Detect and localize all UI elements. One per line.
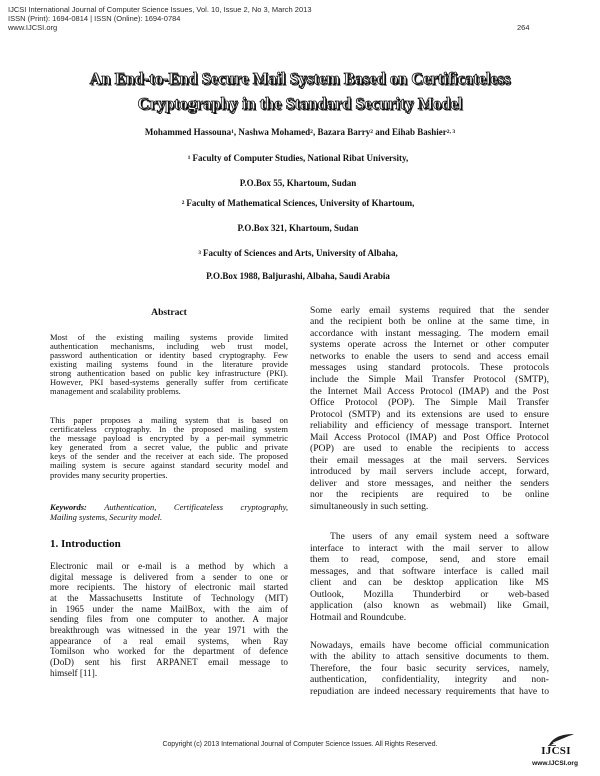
affiliation-2 <box>0 198 596 210</box>
author-affiliation-mark: 2 <box>370 128 373 135</box>
author-affiliation-mark: 2 <box>310 128 313 135</box>
text-line: This paper proposes a mailing system that is based on <box>50 415 288 425</box>
copyright-notice: Copyright (c) 2013 International Journal of Computer Science Issues. All Rights Reserved. <box>162 741 438 748</box>
paper-title <box>0 66 600 116</box>
text-line: in 1965 under the name MailBox, with the aim of <box>50 603 288 614</box>
text-line: Tomilson who worked for the department of defence <box>50 646 288 657</box>
text-line: deliver and store messages, and neither the senders <box>310 477 549 489</box>
affiliation-number: 2 <box>181 199 185 206</box>
author-separator: , <box>312 127 318 137</box>
text-line: accordance with instant messaging. The modern email <box>310 327 549 339</box>
journal-logo-website: www.IJCSI.org <box>532 760 578 767</box>
page-number: 264 <box>517 23 530 32</box>
text-line: digital message is delivered from a sender to one or <box>50 571 288 582</box>
text-line: reliability and efficiency of message transport. Internet <box>310 420 549 432</box>
text-line: breakthrough was witnessed in the year 1971 with the <box>50 624 288 635</box>
keywords-label: Keywords: <box>50 502 87 512</box>
section-heading-introduction: 1. Introduction <box>50 538 121 550</box>
affiliation-3-address: P.O.Box 1988, Baljurashi, Albaha, Saudi Arabia <box>206 271 390 281</box>
affiliation-name: Faculty of Mathematical Sciences, University of Khartoum, <box>186 198 415 208</box>
affiliation-2-address: P.O.Box 321, Khartoum, Sudan <box>237 223 359 233</box>
text-line: password authentication or identity based cryptography. Few <box>50 349 288 360</box>
text-line: introduced by mail servers include accept, forward, <box>310 466 549 478</box>
text-line: their email messages at the mail servers. Services <box>310 454 549 466</box>
text-line: Hotmail and Roundcube. <box>310 612 407 624</box>
text-line: them to read, compose, send, and store email <box>310 554 549 566</box>
introduction-paragraph-1 <box>50 561 288 678</box>
text-line: repudiation are indeed necessary requirements that have to <box>310 685 549 697</box>
text-line: mailing system is secure against standard security model and <box>50 460 288 471</box>
running-header <box>8 5 312 32</box>
abstract-heading: Abstract <box>151 307 187 318</box>
abstract-paragraph-1 <box>50 333 288 397</box>
keywords-text: Authentication, Certificateless cryptography, <box>86 502 288 512</box>
affiliation-1 <box>0 153 596 165</box>
text-line: Electronic mail or e-mail is a method by which a <box>50 561 288 571</box>
text-line: management and scalability problems. <box>50 386 181 397</box>
text-line: with the ability to attach sensitive documents to them. <box>310 651 549 663</box>
text-line: existing mailing systems found in the literature provide <box>50 358 288 369</box>
text-line: strong authentication based on public key infrastructure (PKI). <box>50 367 288 378</box>
journal-info: IJCSI International Journal of Computer Science Issues, Vol. 10, Issue 2, No 3, March 2013 <box>8 5 312 14</box>
affiliation-3 <box>0 248 596 260</box>
abstract-paragraph-2 <box>50 416 288 480</box>
affiliation-name: Faculty of Computer Studies, National Ribat University, <box>192 153 409 163</box>
author-separator: and <box>373 127 393 137</box>
text-line: at the Massachusetts Institute of Technology (MIT) <box>50 592 288 603</box>
issn-info: ISSN (Print): 1694-0814 | ISSN (Online): 1694-0784 <box>8 14 181 23</box>
text-line: messages using standard protocols. These protocols <box>310 362 549 374</box>
text-line: and the recipient both be online at the same time, in <box>310 316 549 328</box>
text-line: authentication, confidentiality, integrity and non- <box>310 674 549 686</box>
author-name: Bazara Barry <box>317 127 371 137</box>
text-line: certificateless cryptography. In the proposed mailing system <box>50 424 288 435</box>
introduction-paragraph-2 <box>310 305 549 513</box>
text-line: more recipients. The history of electronic mail started <box>50 582 288 593</box>
text-line: messages, and that software interface is called mail <box>310 565 549 577</box>
affiliation-number: 3 <box>198 249 202 256</box>
text-line: Mail Access Protocol (IMAP) and Post Office Protocol <box>310 431 549 443</box>
affiliation-1-address: P.O.Box 55, Khartoum, Sudan <box>239 178 357 188</box>
author-list <box>0 127 600 139</box>
author-name: Mohammed Hassouna <box>144 127 232 137</box>
introduction-paragraph-3 <box>310 531 549 623</box>
affiliation-name: Faculty of Sciences and Arts, University of Albaha, <box>203 248 398 258</box>
text-line: interface to interact with the mail server to allow <box>310 542 549 554</box>
text-line: Protocol (SMTP) and its extensions are used to ensure <box>310 408 549 420</box>
keywords <box>50 503 288 522</box>
author-separator: , <box>233 127 239 137</box>
text-line: include the Simple Mail Transfer Protocol (SMTP), <box>310 373 549 385</box>
text-line: client and can be desktop application like MS <box>310 577 549 589</box>
text-line: Nowadays, emails have become official communication <box>310 639 549 651</box>
text-line: nor the recipients are required to be online <box>310 489 549 501</box>
title-line-1: An End-to-End Secure Mail System Based on Certificateless <box>89 69 511 88</box>
text-line: Most of the existing mailing systems provide limited <box>50 331 288 342</box>
text-line: simultaneously in such setting. <box>310 500 429 512</box>
text-line: However, PKI based-systems generally suffer from certificate <box>50 376 288 387</box>
text-line: Therefore, the four basic security services, namely, <box>310 662 549 674</box>
text-line: (POP) are used to enable the recipients to access <box>310 443 549 455</box>
author-affiliation-mark: 1 <box>231 128 234 135</box>
author-affiliation-mark: 2, 3 <box>446 128 456 135</box>
text-line: the message payload is encrypted by a per-mail symmetric <box>50 433 288 444</box>
text-line: Some early email systems required that the sender <box>310 304 549 316</box>
text-line: The users of any email system need a software <box>330 531 549 543</box>
title-line-2: Cryptography in the Standard Security Model <box>137 94 463 113</box>
text-line: networks to enable the users to send and access email <box>310 350 549 362</box>
author-name: Eihab Bashier <box>392 127 447 137</box>
text-line: appearance of a real email systems, when Ray <box>50 635 288 646</box>
journal-logo-text: IJCSI <box>541 745 571 757</box>
text-line: key generated from a secret value, the public and private <box>50 442 288 453</box>
keywords-line-2: Mailing systems, Security model. <box>50 511 163 522</box>
text-line: Outlook, Mozilla Thunderbird or web-based <box>310 588 549 600</box>
text-line: Office Protocol (POP). The Simple Mail Transfer <box>310 397 549 409</box>
author-name: Nashwa Mohamed <box>238 127 311 137</box>
text-line: (DoD) sent his first ARPANET email message to <box>50 656 288 667</box>
text-line: provides many security properties. <box>50 469 168 480</box>
text-line: application (also known as webmail) like Gmail, <box>310 600 549 612</box>
introduction-paragraph-4 <box>310 640 549 698</box>
text-line: authentication mechanisms, including web trust model, <box>50 340 288 351</box>
text-line: the Internet Mail Access Protocol (IMAP) and the Post <box>310 385 549 397</box>
text-line: systems operate across the Internet or other computer <box>310 339 549 351</box>
text-line: himself [11]. <box>50 667 98 678</box>
text-line: sending files from one computer to another. A major <box>50 614 288 625</box>
journal-website: www.IJCSI.org <box>8 23 58 32</box>
affiliation-number: 1 <box>187 154 191 161</box>
text-line: keys of the sender and the receiver at each side. The proposed <box>50 451 288 462</box>
